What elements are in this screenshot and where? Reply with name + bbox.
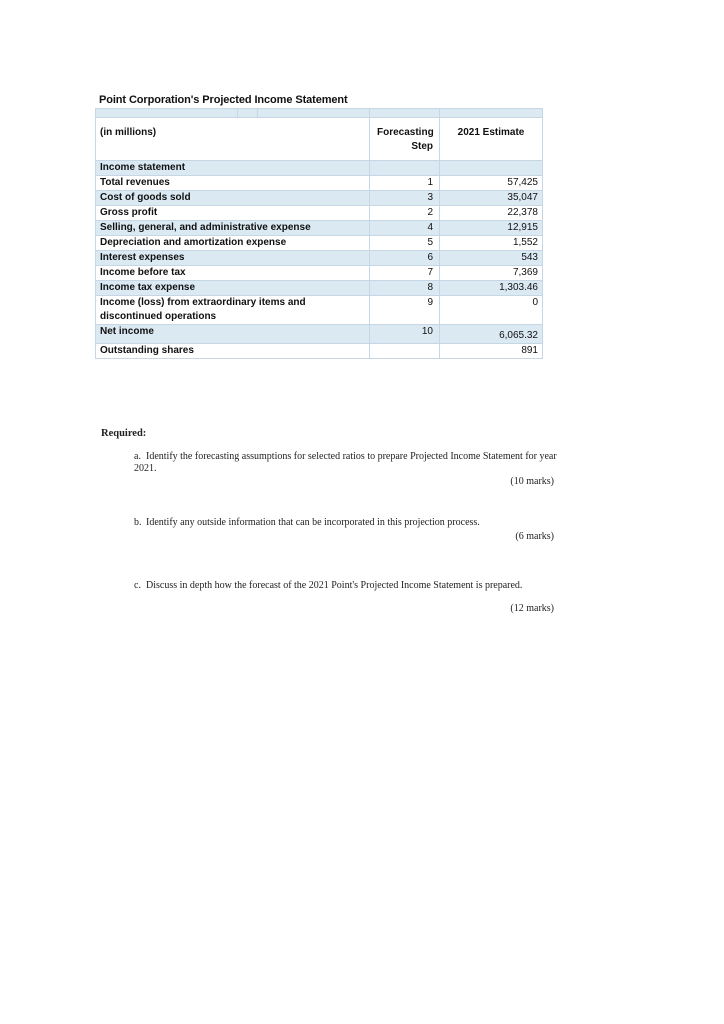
row-label: Selling, general, and administrative expense — [96, 221, 370, 236]
header-2021-estimate: 2021 Estimate — [440, 118, 543, 161]
question-c — [134, 580, 559, 591]
row-label: Income before tax — [96, 266, 370, 281]
section-label: Income statement — [96, 161, 370, 176]
row-value: 0 — [440, 296, 543, 325]
question-a-marks: (10 marks) — [510, 476, 554, 487]
row-label: Cost of goods sold — [96, 191, 370, 206]
row-step: 8 — [370, 281, 440, 296]
row-step: 7 — [370, 266, 440, 281]
row-step: 2 — [370, 206, 440, 221]
row-label: Income (loss) from extraordinary items and discontinued operations — [96, 296, 370, 325]
table-row — [96, 206, 543, 221]
section-row — [96, 161, 543, 176]
table-row — [96, 281, 543, 296]
question-b-marks: (6 marks) — [515, 531, 554, 542]
table-row — [96, 221, 543, 236]
row-value: 7,369 — [440, 266, 543, 281]
table-row — [96, 296, 543, 325]
row-step: 4 — [370, 221, 440, 236]
question-a — [134, 451, 559, 475]
row-label: Net income — [96, 325, 370, 344]
required-heading: Required: — [101, 428, 147, 439]
row-step: 3 — [370, 191, 440, 206]
table-row — [96, 266, 543, 281]
row-label: Depreciation and amortization expense — [96, 236, 370, 251]
row-value: 543 — [440, 251, 543, 266]
row-step: 6 — [370, 251, 440, 266]
question-text: Identify any outside information that can be incorporated in this projection process. — [146, 517, 480, 528]
question-text: Discuss in depth how the forecast of the 2021 Point's Projected Income Statement is prepared. — [146, 580, 523, 591]
document-title: Point Corporation's Projected Income Statement — [99, 94, 348, 106]
row-value: 6,065.32 — [440, 325, 543, 344]
row-value: 12,915 — [440, 221, 543, 236]
table-row — [96, 325, 543, 344]
table-top-band — [96, 109, 543, 118]
question-b — [134, 517, 559, 528]
question-letter: a. — [134, 451, 141, 462]
row-step — [370, 344, 440, 359]
row-label: Income tax expense — [96, 281, 370, 296]
question-c-marks: (12 marks) — [510, 603, 554, 614]
table-row — [96, 236, 543, 251]
table-row — [96, 344, 543, 359]
row-value: 35,047 — [440, 191, 543, 206]
question-letter: c. — [134, 580, 141, 591]
row-label: Gross profit — [96, 206, 370, 221]
header-forecasting-step: Forecasting Step — [370, 118, 440, 161]
row-value: 1,303.46 — [440, 281, 543, 296]
table-row — [96, 191, 543, 206]
row-value: 1,552 — [440, 236, 543, 251]
row-step: 5 — [370, 236, 440, 251]
row-step: 9 — [370, 296, 440, 325]
row-value: 891 — [440, 344, 543, 359]
table-row — [96, 251, 543, 266]
question-text: Identify the forecasting assumptions for selected ratios to prepare Projected Income Statement for year 2021. — [134, 451, 557, 474]
row-value: 57,425 — [440, 176, 543, 191]
row-step: 1 — [370, 176, 440, 191]
row-value: 22,378 — [440, 206, 543, 221]
table-row — [96, 176, 543, 191]
row-step: 10 — [370, 325, 440, 344]
table-header-row — [96, 118, 543, 161]
income-statement-table — [95, 108, 543, 359]
header-in-millions: (in millions) — [96, 118, 370, 161]
row-label: Interest expenses — [96, 251, 370, 266]
question-letter: b. — [134, 517, 142, 528]
row-label: Outstanding shares — [96, 344, 370, 359]
row-label: Total revenues — [96, 176, 370, 191]
